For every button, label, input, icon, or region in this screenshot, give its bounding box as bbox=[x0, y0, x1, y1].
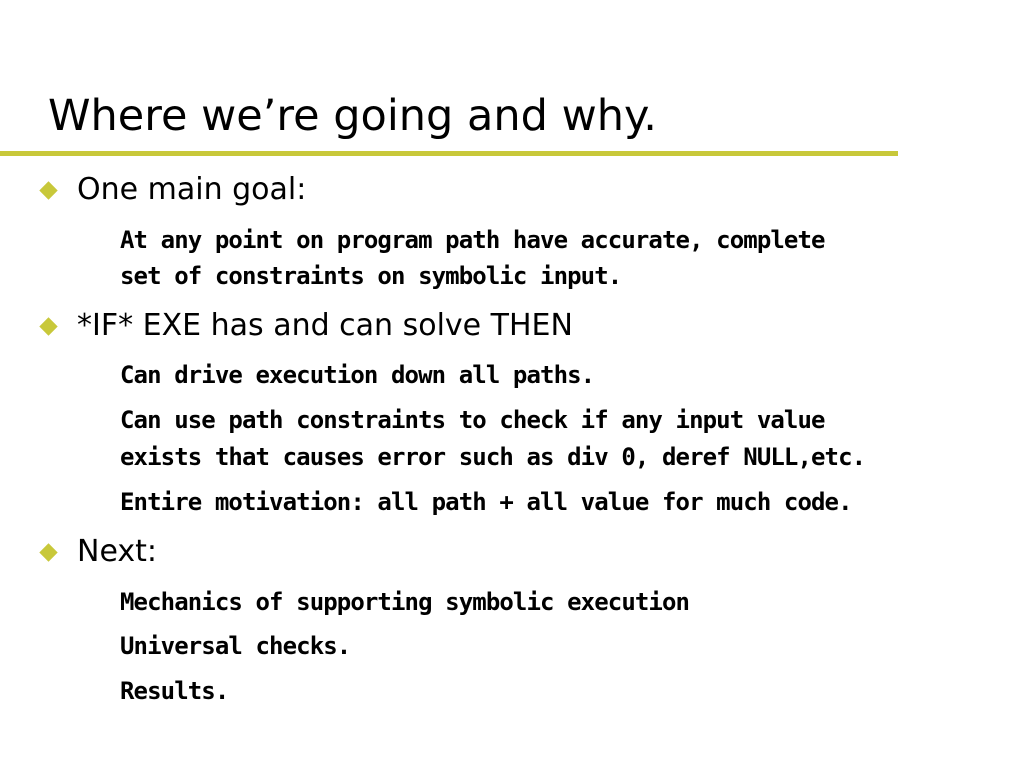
sub-item-line: At any point on program path have accurate, complete bbox=[120, 226, 825, 254]
title-underline bbox=[0, 151, 898, 156]
bullet-text: One main goal: bbox=[77, 172, 307, 207]
sub-item-line: exists that causes error such as div 0, deref NULL,etc. bbox=[120, 443, 866, 471]
bullet-item bbox=[40, 534, 157, 570]
sub-item-line: set of constraints on symbolic input. bbox=[120, 262, 622, 290]
sub-item-line: Can drive execution down all paths. bbox=[120, 361, 595, 389]
diamond-bullet-icon bbox=[39, 317, 57, 335]
bullet-text: Next: bbox=[77, 534, 157, 569]
sub-item-line: Entire motivation: all path + all value for much code. bbox=[120, 488, 852, 516]
sub-item-line: Mechanics of supporting symbolic execution bbox=[120, 588, 690, 616]
sub-item-line: Universal checks. bbox=[120, 632, 351, 660]
bullet-text: *IF* EXE has and can solve THEN bbox=[77, 308, 573, 343]
bullet-item bbox=[40, 308, 573, 344]
sub-item-line: Results. bbox=[120, 677, 229, 705]
slide-title: Where we’re going and why. bbox=[48, 91, 657, 141]
sub-item-line: Can use path constraints to check if any input value bbox=[120, 406, 825, 434]
diamond-bullet-icon bbox=[39, 543, 57, 561]
diamond-bullet-icon bbox=[39, 181, 57, 199]
bullet-item bbox=[40, 172, 306, 208]
